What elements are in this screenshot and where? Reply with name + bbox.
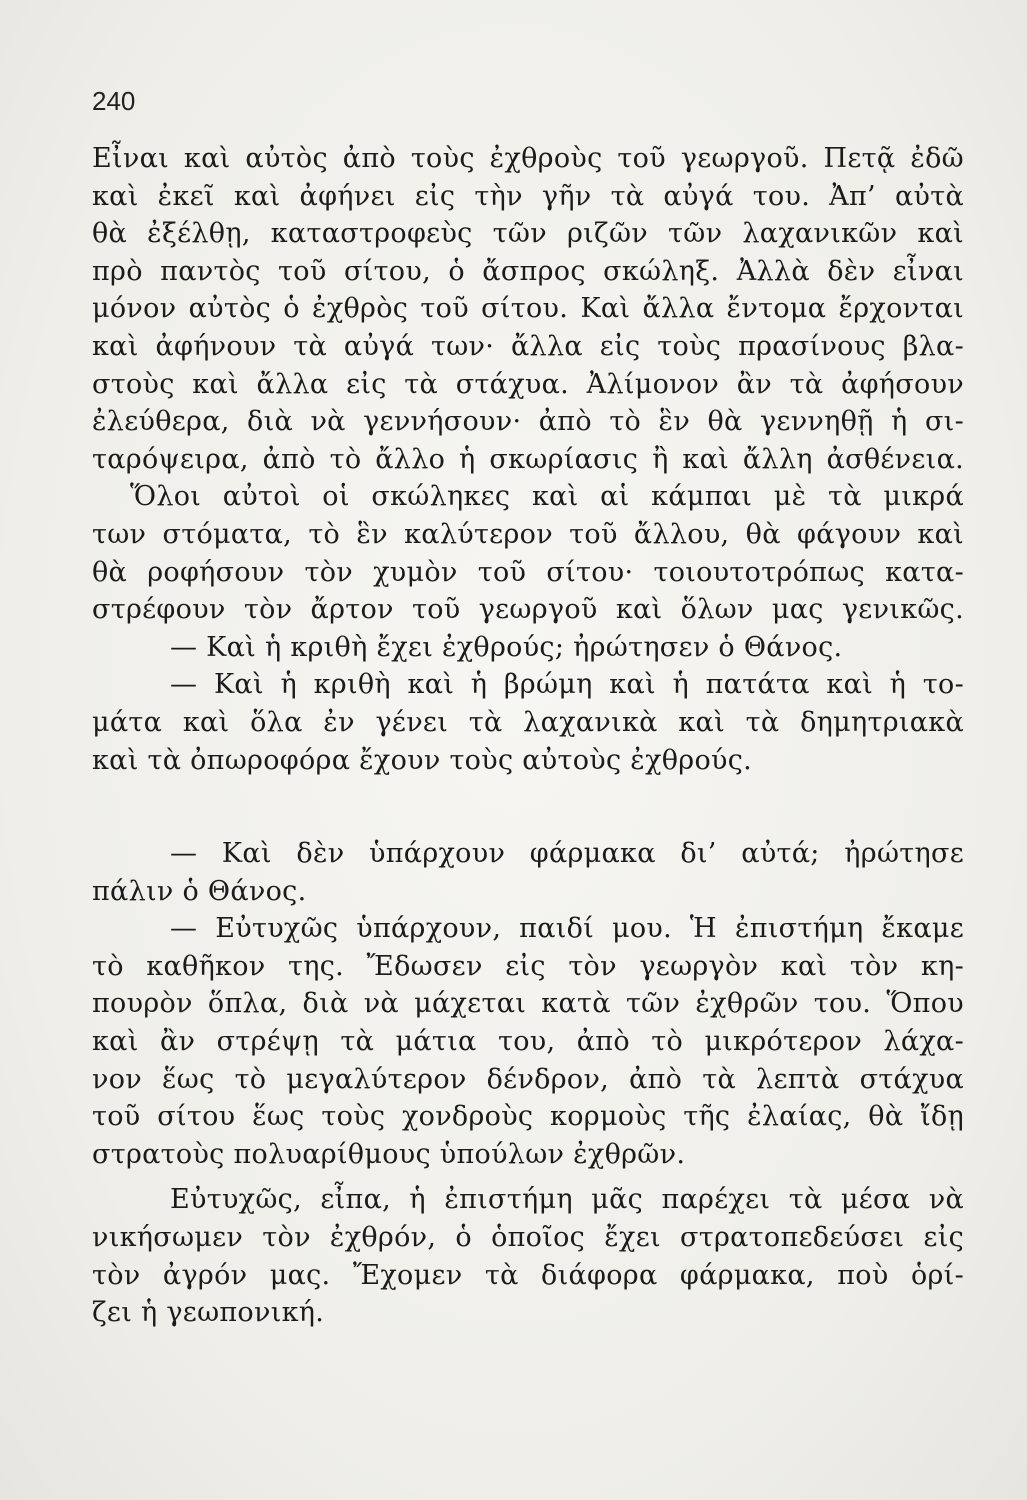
text-line: καὶ ἀφήνουν τὰ αὐγά των· ἄλλα εἰς τοὺς πρασίνους βλα- [92, 330, 964, 362]
text-line: των στόματα, τὸ ἓν καλύτερον τοῦ ἄλλου, θὰ φάγουν καὶ [92, 518, 964, 550]
text-line: νον ἕως τὸ μεγαλύτερον δένδρον, ἀπὸ τὰ λεπτὰ στάχυα [92, 1063, 964, 1095]
text-line: νικήσωμεν τὸν ἐχθρόν, ὁ ὁποῖος ἔχει στρατοπεδεύσει εἰς [92, 1222, 964, 1254]
text-line: μόνον αὐτὸς ὁ ἐχθρὸς τοῦ σίτου. Καὶ ἄλλα ἔντομα ἔρχονται [92, 293, 964, 325]
dialogue-line: — Καὶ ἡ κριθὴ ἔχει ἐχθρούς; ἠρώτησεν ὁ Θάνος. [170, 631, 843, 663]
page-number: 240 [92, 86, 136, 116]
text-line: καὶ ἂν στρέψῃ τὰ μάτια του, ἀπὸ τὸ μικρότερον λάχα- [92, 1026, 964, 1058]
text-line: μάτα καὶ ὅλα ἐν γένει τὰ λαχανικὰ καὶ τὰ δημητριακὰ [92, 706, 964, 738]
dialogue-line: — Εὐτυχῶς ὑπάρχουν, παιδί μου. Ἡ ἐπιστήμη ἔκαμε [170, 913, 964, 945]
text-line: ταρόψειρα, ἀπὸ τὸ ἄλλο ἡ σκωρίασις ἢ καὶ ἄλλη ἀσθένεια. [92, 443, 964, 475]
text-line: θὰ ροφήσουν τὸν χυμὸν τοῦ σίτου· τοιουτοτρόπως κατα- [92, 556, 964, 588]
text-line: θὰ ἐξέλθῃ, καταστροφεὺς τῶν ριζῶν τῶν λαχανικῶν καὶ [92, 218, 964, 250]
text-line: στρέφουν τὸν ἄρτον τοῦ γεωργοῦ καὶ ὅλων μας γενικῶς. [92, 594, 964, 626]
text-line: πουρὸν ὅπλα, διὰ νὰ μάχεται κατὰ τῶν ἐχθρῶν του. Ὅπου [92, 988, 964, 1020]
paragraph-gap [92, 1173, 964, 1181]
dialogue-line: — Καὶ ἡ κριθὴ καὶ ἡ βρώμη καὶ ἡ πατάτα καὶ ἡ το- [170, 669, 964, 701]
dialogue-line: — Καὶ δὲν ὑπάρχουν φάρμακα δι’ αὐτά; ἠρώτησε [170, 838, 964, 870]
text-line: Εὐτυχῶς, εἶπα, ἡ ἐπιστήμη μᾶς παρέχει τὰ μέσα νὰ [170, 1184, 964, 1216]
body-text [92, 140, 964, 1332]
text-line: καὶ ἐκεῖ καὶ ἀφήνει εἰς τὴν γῆν τὰ αὐγά του. Ἀπ’ αὐτὰ [92, 180, 964, 212]
text-line: πάλιν ὁ Θάνος. [92, 875, 307, 907]
text-line: πρὸ παντὸς τοῦ σίτου, ὁ ἄσπρος σκώληξ. Ἀλλὰ δὲν εἶναι [92, 255, 964, 287]
text-line: Ὅλοι αὐτοὶ οἱ σκώληκες καὶ αἱ κάμπαι μὲ τὰ μικρά [130, 481, 964, 513]
text-line: τὸ καθῆκον της. Ἔδωσεν εἰς τὸν γεωργὸν καὶ τὸν κη- [92, 950, 964, 982]
text-line: στρατοὺς πολυαρίθμους ὑπούλων ἐχθρῶν. [92, 1138, 686, 1170]
text-line: τοῦ σίτου ἕως τοὺς χονδροὺς κορμοὺς τῆς ἐλαίας, θὰ ἴδῃ [92, 1101, 964, 1133]
text-line: τὸν ἀγρόν μας. Ἔχομεν τὰ διάφορα φάρμακα, ποὺ ὁρί- [92, 1259, 964, 1291]
text-line: στοὺς καὶ ἄλλα εἰς τὰ στάχυα. Ἀλίμονον ἂν τὰ ἀφήσουν [92, 368, 964, 400]
text-line: ζει ἡ γεωπονική. [92, 1297, 325, 1329]
paragraph-gap [92, 779, 964, 835]
text-line: καὶ τὰ ὀπωροφόρα ἔχουν τοὺς αὐτοὺς ἐχθρούς. [92, 744, 753, 776]
text-line: Εἶναι καὶ αὐτὸς ἀπὸ τοὺς ἐχθροὺς τοῦ γεωργοῦ. Πετᾷ ἐδῶ [92, 143, 964, 174]
text-line: ἐλεύθερα, διὰ νὰ γεννήσουν· ἀπὸ τὸ ἓν θὰ γεννηθῇ ἡ σι- [92, 406, 964, 438]
